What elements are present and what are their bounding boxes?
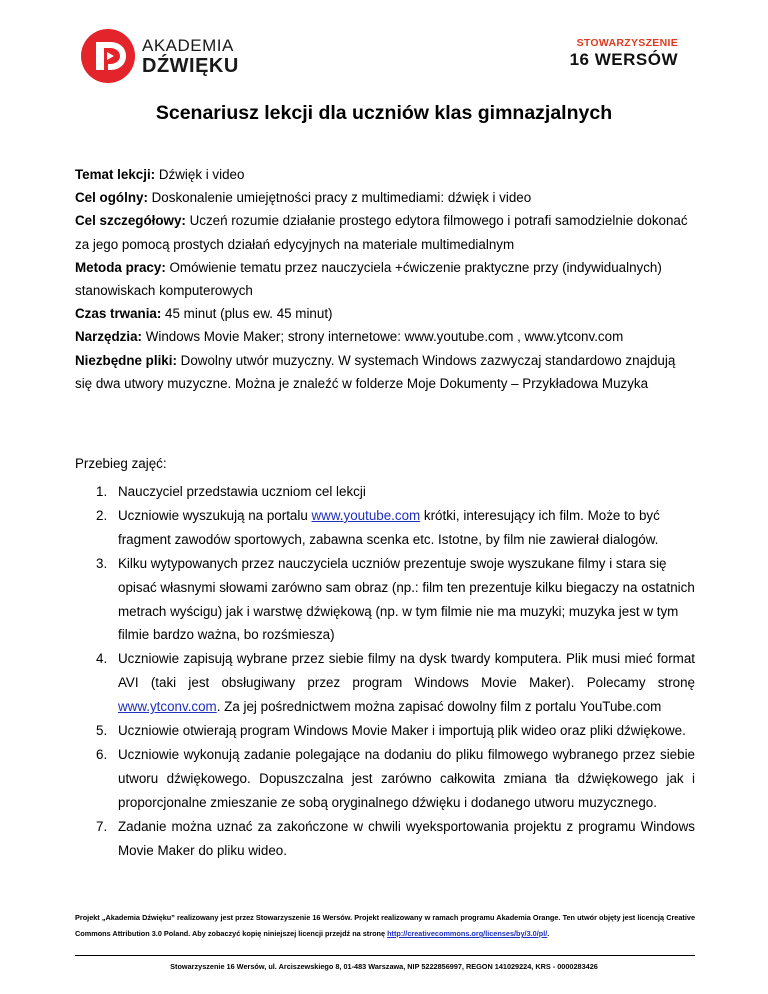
footer-address: Stowarzyszenie 16 Wersów, ul. Arciszewskiego 8, 01-483 Warszawa, NIP 5222856997, REGON 141029224, KRS - 0000283426	[170, 962, 598, 971]
meta-label: Temat lekcji:	[75, 167, 156, 182]
ytconv-link[interactable]: www.ytconv.com	[118, 699, 217, 715]
footer-divider	[75, 955, 695, 956]
footnote-text: Projekt „Akademia Dźwięku” realizowany jest przez Stowarzyszenie 16 Wersów. Projekt realizowany w ramach programu Akademia Orange. Ten utwór objęty jest licencją Creative Commons Attribution 3.0 Poland. Aby zobaczyć kopię niniejszej licencji przejdź na stronę	[75, 913, 695, 938]
meta-value: 45 minut (plus ew. 45 minut)	[161, 306, 333, 322]
step-text	[118, 504, 695, 552]
meta-cel-szczegolowy	[75, 209, 695, 255]
meta-label: Cel szczegółowy:	[75, 213, 186, 229]
meta-label: Narzędzia:	[75, 329, 142, 345]
step-text: Uczniowie otwierają program Windows Movie Maker i importują plik wideo oraz pliki dźwiękowe.	[118, 723, 686, 739]
step-text: Uczniowie wykonują zadanie polegające na dodaniu do pliku filmowego wybranego przez siebie utworu dźwiękowego. Dopuszczalna jest zarówno całkowita zmiana tła dźwiękowego jak i proporcjonalne zmieszanie ze sobą oryginalnego dźwięku i dodanego utworu muzycznego.	[118, 746, 695, 810]
meta-label: Czas trwania:	[75, 306, 162, 322]
step-number: 3.	[96, 555, 108, 571]
step-text: Kilku wytypowanych przez nauczyciela uczniów prezentuje swoje wyszukane filmy i stara się opisać własnymi słowami zarówno sam obraz (np.: film ten prezentuje kilku biegaczy na ostatnich metrach wyścigu) jak i warstwę dźwiękową (np. w tym filmie nie ma muzyki; muzyka jest w tym filmie bardzo ważna, bo rozśmiesza)	[118, 555, 695, 643]
creative-commons-link[interactable]: http://creativecommons.org/licenses/by/3.0/pl/	[387, 929, 548, 938]
akademia-logo-text	[142, 35, 239, 77]
footnote-text-end: .	[547, 929, 550, 938]
meta-label: Niezbędne pliki:	[75, 352, 177, 368]
step-text: Zadanie można uznać za zakończone w chwili wyeksportowania projektu z programu Windows Movie Maker do pliku wideo.	[118, 818, 695, 858]
meta-value: Windows Movie Maker; strony internetowe: www.youtube.com , www.ytconv.com	[141, 329, 624, 345]
list-item	[75, 815, 695, 863]
step-text-part: Uczniowie zapisują wybrane przez siebie filmy na dysk twardy komputera. Plik musi mieć format AVI (taki jest obsługiwany przez program Windows Movie Maker). Polecamy stronę	[118, 651, 695, 691]
list-item	[75, 480, 695, 504]
step-number: 1.	[96, 484, 108, 499]
akademia-logo-mark-icon	[80, 28, 136, 84]
list-item	[75, 504, 695, 552]
document-title: Scenariusz lekcji dla uczniów klas gimnazjalnych	[155, 102, 613, 124]
step-number: 2.	[96, 507, 108, 523]
meta-metoda-pracy	[75, 256, 695, 302]
lesson-steps-list	[75, 480, 695, 863]
list-item	[75, 552, 695, 648]
step-number: 5.	[96, 723, 108, 739]
step-text-part: Uczniowie wyszukują na portalu	[118, 507, 312, 523]
meta-value: Dźwięk i video	[155, 167, 245, 182]
stowarzyszenie-logo-line-1: STOWARZYSZENIE	[576, 37, 678, 49]
step-number: 7.	[96, 818, 108, 834]
akademia-dzwieku-logo	[80, 28, 239, 84]
meta-value: Omówienie tematu przez nauczyciela +ćwiczenie praktyczne przy (indywidualnych) stanowiskach komputerowych	[75, 259, 662, 299]
stowarzyszenie-logo	[570, 37, 678, 70]
meta-temat	[75, 163, 695, 186]
step-number: 4.	[96, 651, 108, 667]
step-text-part: . Za jej pośrednictwem można zapisać dowolny film z portalu YouTube.com	[216, 699, 662, 715]
meta-cel-ogolny	[75, 186, 695, 209]
list-item	[75, 647, 695, 719]
stowarzyszenie-logo-line-2: 16 WERSÓW	[569, 50, 678, 69]
license-footnote	[75, 910, 695, 942]
meta-value: Uczeń rozumie działanie prostego edytora filmowego i potrafi samodzielnie dokonać za jego pomocą prostych działań edycyjnych na materiale multimedialnym	[75, 213, 688, 252]
meta-label: Metoda pracy:	[75, 259, 166, 275]
lesson-metadata	[75, 163, 695, 395]
meta-narzedzia	[75, 325, 695, 348]
step-number: 6.	[96, 746, 108, 762]
list-item	[75, 719, 695, 743]
step-text	[118, 647, 695, 719]
logo-line-1: AKADEMIA	[142, 36, 234, 55]
list-item	[75, 743, 695, 815]
step-text: Nauczyciel przedstawia uczniom cel lekcji	[118, 484, 366, 499]
meta-value: Dowolny utwór muzyczny. W systemach Windows zazwyczaj standardowo znajdują się dwa utwory muzyczne. Można je znaleźć w folderze Moje Dokumenty – Przykładowa Muzyka	[75, 352, 676, 391]
logo-line-2: DŹWIĘKU	[142, 55, 239, 77]
meta-value: Doskonalenie umiejętności pracy z multimediami: dźwięk i video	[147, 190, 532, 206]
przebieg-heading: Przebieg zajęć:	[75, 456, 167, 471]
youtube-link[interactable]: www.youtube.com	[311, 507, 421, 523]
step-text-part: krótki, interesujący ich film. Może to być fragment zawodów sportowych, zabawna scenka etc. Istotne, by film nie zawierał dialogów.	[118, 507, 660, 547]
meta-niezbedne-pliki	[75, 349, 695, 395]
meta-czas-trwania	[75, 302, 695, 325]
page-header	[0, 0, 768, 100]
meta-label: Cel ogólny:	[75, 190, 148, 206]
